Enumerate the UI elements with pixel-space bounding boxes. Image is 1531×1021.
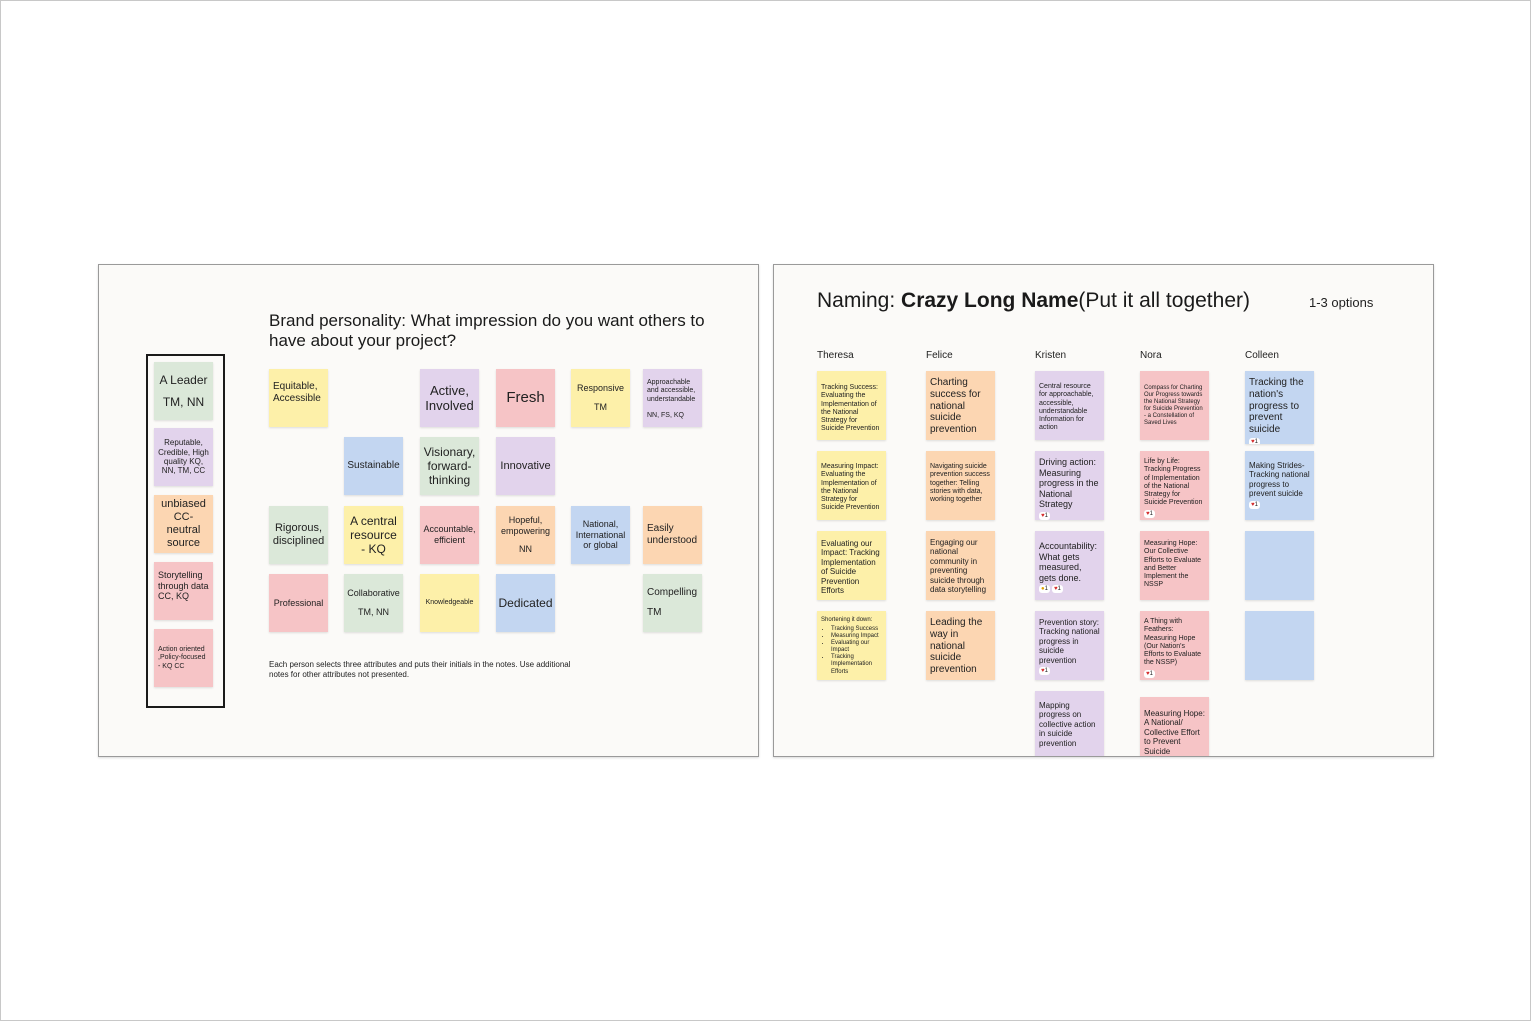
sticky-note[interactable] bbox=[1035, 611, 1104, 680]
sticky-note[interactable] bbox=[571, 506, 630, 564]
sticky-note[interactable] bbox=[926, 611, 995, 680]
reactions bbox=[1039, 512, 1100, 520]
heart-icon: ♥ bbox=[1146, 510, 1150, 517]
bullet-item: • Measuring Impact bbox=[831, 633, 882, 640]
heart-icon: ♥ bbox=[1251, 501, 1255, 508]
reactions bbox=[1144, 510, 1205, 518]
options-label: 1-3 options bbox=[1309, 295, 1374, 310]
sticky-note[interactable] bbox=[1140, 697, 1209, 757]
note-initials: TM, NN bbox=[358, 607, 389, 617]
sticky-note[interactable] bbox=[1140, 451, 1209, 520]
heart-reaction[interactable] bbox=[1144, 510, 1155, 518]
heart-icon: ♥ bbox=[1146, 670, 1150, 677]
note-initials: TM bbox=[594, 402, 607, 412]
note-text: Easily understood bbox=[647, 523, 698, 546]
reaction-count: 1 bbox=[1044, 586, 1048, 593]
heart-reaction[interactable] bbox=[1039, 667, 1050, 675]
note-text: Innovative bbox=[500, 459, 551, 472]
sticky-note[interactable] bbox=[1035, 691, 1104, 757]
sticky-note[interactable] bbox=[926, 451, 995, 520]
note-text: Shortening it down: bbox=[821, 617, 873, 623]
reaction-count: 1 bbox=[1254, 501, 1258, 508]
note-text: Collaborative bbox=[347, 588, 400, 599]
sticky-note[interactable] bbox=[269, 506, 328, 564]
note-text: Mapping progress on collective action in suicide prevention bbox=[1039, 701, 1096, 748]
sticky-note[interactable] bbox=[154, 362, 213, 420]
note-text: Professional bbox=[273, 597, 324, 608]
reaction-count: 1 bbox=[1149, 510, 1153, 517]
note-text: Hopeful, empowering bbox=[500, 515, 551, 536]
title-prefix: Naming: bbox=[817, 289, 902, 312]
sticky-note[interactable] bbox=[817, 371, 886, 440]
reactions bbox=[1249, 438, 1310, 444]
sticky-note[interactable] bbox=[344, 574, 403, 632]
reactions bbox=[1249, 501, 1310, 509]
sticky-note[interactable] bbox=[154, 562, 213, 620]
reaction-count: 1 bbox=[1254, 438, 1258, 444]
heart-icon: ♥ bbox=[1053, 586, 1058, 593]
sticky-note[interactable] bbox=[1140, 611, 1209, 680]
note-text: Reputable, Credible, High quality KQ, NN, TM, CC bbox=[158, 438, 209, 476]
reaction-count: 1 bbox=[1044, 513, 1048, 520]
sticky-note[interactable] bbox=[817, 611, 886, 680]
sticky-note[interactable] bbox=[420, 574, 479, 632]
note-text: Knowledgeable bbox=[425, 598, 474, 606]
note-text: Sustainable bbox=[347, 460, 400, 472]
sticky-note[interactable] bbox=[344, 506, 403, 564]
sticky-note[interactable] bbox=[571, 369, 630, 427]
sticky-note[interactable] bbox=[420, 506, 479, 564]
column-header-theresa: Theresa bbox=[817, 350, 854, 361]
note-text: Equitable, Accessible bbox=[273, 381, 321, 404]
column-header-felice: Felice bbox=[926, 350, 953, 361]
instructions-text: Each person selects three attributes and puts their initials in the notes. Use additional notes for other attributes not presented. bbox=[269, 660, 571, 679]
note-text: Compass for Charting Our Progress towards the National Strategy for Suicide Prevention - a Constellation of Saved Lives bbox=[1144, 385, 1203, 427]
heart-icon: ♥ bbox=[1251, 438, 1255, 444]
sticky-note[interactable] bbox=[643, 506, 702, 564]
note-text: Engaging our national community in preventing suicide through data storytelling bbox=[930, 538, 987, 595]
note-text: Tracking the nation's progress to prevent suicide bbox=[1249, 377, 1304, 436]
sticky-note[interactable] bbox=[344, 437, 403, 495]
sticky-note[interactable] bbox=[817, 531, 886, 600]
note-text: Leading the way in national suicide prevention bbox=[930, 617, 983, 676]
sticky-note[interactable] bbox=[1140, 371, 1209, 440]
note-initials: TM, NN bbox=[162, 395, 205, 409]
note-text: unbiased CC- neutral source bbox=[161, 498, 206, 549]
note-text: Fresh bbox=[506, 389, 545, 407]
bullet-list bbox=[821, 626, 882, 676]
sticky-note[interactable] bbox=[269, 574, 328, 632]
emoji-icon: ● bbox=[1041, 586, 1045, 593]
note-text: Accountable, efficient bbox=[423, 524, 476, 545]
note-text: Measuring Impact: Evaluating the Implementation of the National Strategy for Suicide Prevention bbox=[821, 463, 880, 512]
note-text: Responsive bbox=[576, 383, 625, 394]
sticky-note[interactable] bbox=[926, 371, 995, 440]
note-text: Visionary, forward-thinking bbox=[423, 444, 476, 488]
heart-reaction[interactable] bbox=[1052, 585, 1063, 593]
note-initials: NN bbox=[519, 544, 532, 555]
sticky-note[interactable] bbox=[1035, 531, 1104, 600]
reaction-count: 1 bbox=[1149, 670, 1153, 677]
note-text: Measuring Hope: Our Collective Efforts to Evaluate and Better Implement the NSSP bbox=[1144, 540, 1202, 589]
heart-reaction[interactable] bbox=[1249, 438, 1260, 444]
brand-personality-board[interactable] bbox=[98, 264, 759, 757]
sticky-note[interactable] bbox=[420, 437, 479, 495]
note-text: Driving action: Measuring progress in the National Strategy bbox=[1039, 457, 1099, 510]
heart-reaction[interactable] bbox=[1249, 501, 1260, 509]
sticky-note[interactable] bbox=[1035, 371, 1104, 440]
note-text: Compelling bbox=[647, 587, 698, 598]
note-text: A Thing with Feathers: Measuring Hope (Our Nation's Efforts to Evaluate the NSSP) bbox=[1144, 618, 1202, 667]
empty-sticky-note[interactable] bbox=[1245, 531, 1314, 600]
note-text: Dedicated bbox=[498, 595, 553, 610]
note-text: A central resource - KQ bbox=[350, 513, 397, 557]
reaction-count: 1 bbox=[1057, 586, 1061, 593]
note-text: Tracking Success: Evaluating the Implementation of the National Strategy for Suicide Prevention bbox=[821, 384, 880, 433]
sticky-note[interactable] bbox=[643, 574, 702, 632]
note-text: National, International or global bbox=[575, 519, 626, 551]
note-text: Central resource for approachable, accessible, understandable Information for action bbox=[1039, 383, 1094, 432]
note-initials: NN, FS, KQ bbox=[647, 411, 684, 419]
note-text: Action oriented ,Policy-focused - KQ CC bbox=[158, 646, 206, 670]
column-header-nora: Nora bbox=[1140, 350, 1162, 361]
note-text: Making Strides- Tracking national progress to prevent suicide bbox=[1249, 461, 1310, 499]
bullet-item: • Evaluating our Impact bbox=[831, 640, 882, 654]
sticky-note[interactable] bbox=[496, 574, 555, 632]
heart-icon: ♥ bbox=[1041, 513, 1045, 520]
empty-sticky-note[interactable] bbox=[1245, 611, 1314, 680]
note-text: Rigorous, disciplined bbox=[272, 522, 325, 547]
note-text: Measuring Hope: A National/ Collective Effort to Prevent Suicide bbox=[1144, 709, 1205, 756]
bullet-item: • Tracking Success bbox=[831, 626, 882, 633]
note-text: Approachable and accessible, understandable bbox=[647, 379, 696, 403]
title-project-name: Crazy Long Name bbox=[901, 289, 1079, 312]
note-text: Navigating suicide prevention success together: Telling stories with data, working together bbox=[930, 463, 990, 503]
sticky-note[interactable] bbox=[154, 629, 213, 687]
sticky-note[interactable] bbox=[496, 506, 555, 564]
emoji-reaction[interactable] bbox=[1039, 585, 1050, 593]
note-text: Charting success for national suicide prevention bbox=[930, 377, 981, 436]
reactions bbox=[1144, 670, 1205, 678]
sticky-note[interactable] bbox=[1245, 371, 1314, 444]
reaction-count: 1 bbox=[1044, 668, 1048, 675]
board-title bbox=[817, 289, 1250, 313]
heart-reaction[interactable] bbox=[1144, 670, 1155, 678]
note-text: Storytelling through data CC, KQ bbox=[158, 570, 209, 602]
sticky-note[interactable] bbox=[154, 428, 213, 486]
sticky-note[interactable] bbox=[817, 451, 886, 520]
note-text: Prevention story: Tracking national progress in suicide prevention bbox=[1039, 618, 1100, 665]
sticky-note[interactable] bbox=[643, 369, 702, 427]
note-text: Life by Life: Tracking Progress of Implementation of the National Strategy for Suicide Prevention bbox=[1144, 458, 1203, 507]
sticky-note[interactable] bbox=[496, 369, 555, 427]
sticky-note[interactable] bbox=[496, 437, 555, 495]
title-suffix: (Put it all together) bbox=[1078, 289, 1250, 312]
sticky-note[interactable] bbox=[1035, 451, 1104, 520]
sticky-note[interactable] bbox=[926, 531, 995, 600]
heart-icon: ♥ bbox=[1041, 668, 1045, 675]
heart-reaction[interactable] bbox=[1039, 512, 1050, 520]
note-text: Evaluating our Impact: Tracking Implementation of Suicide Prevention Efforts bbox=[821, 539, 880, 596]
note-text: Active, Involved bbox=[425, 382, 474, 413]
naming-board[interactable] bbox=[773, 264, 1434, 757]
sticky-note[interactable] bbox=[1245, 451, 1314, 520]
column-header-colleen: Colleen bbox=[1245, 350, 1279, 361]
note-text: A Leader bbox=[159, 372, 208, 387]
sticky-note[interactable] bbox=[420, 369, 479, 427]
board-title: Brand personality: What impression do you want others to have about your project? bbox=[269, 311, 705, 351]
note-text: Accountability: What gets measured, gets done. bbox=[1039, 541, 1098, 583]
reactions bbox=[1039, 667, 1100, 675]
column-header-kristen: Kristen bbox=[1035, 350, 1067, 361]
sticky-note[interactable] bbox=[269, 369, 328, 427]
reactions bbox=[1039, 585, 1100, 593]
bullet-item: • Tracking Implementation Efforts bbox=[831, 654, 882, 675]
sticky-note[interactable] bbox=[1140, 531, 1209, 600]
sticky-note[interactable] bbox=[154, 495, 213, 553]
note-initials: TM bbox=[647, 606, 662, 618]
